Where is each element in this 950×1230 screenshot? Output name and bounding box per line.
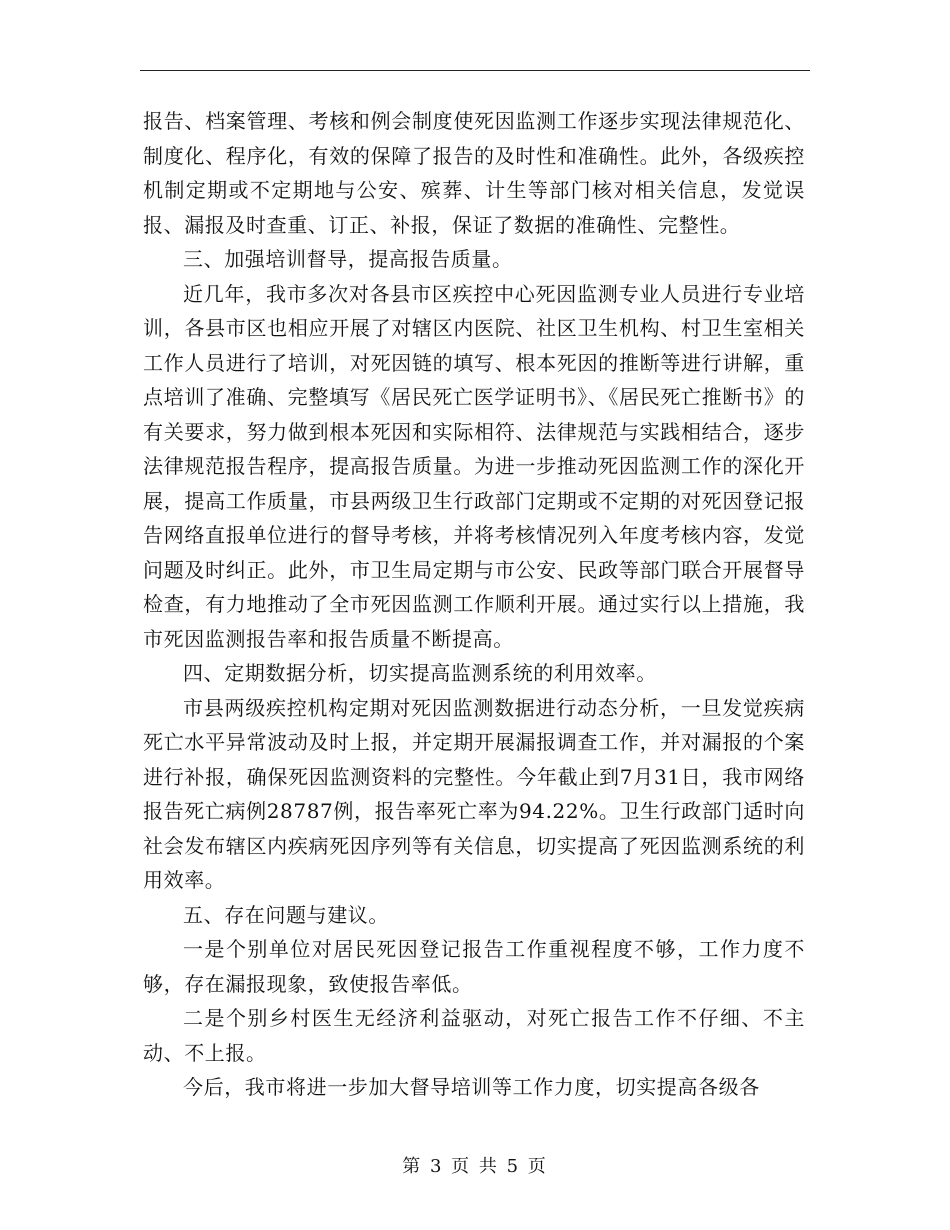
paragraph-training: 近几年，我市多次对各县市区疾控中心死因监测专业人员进行专业培训，各县市区也相应开展了对辖区内医院、社区卫生机构、村卫生室相关工作人员进行了培训，对死因链的填写、根本死因的推断等进行讲解，重点培训了准确、完整填写《居民死亡医学证明书》、《居民死亡推断书》的有关要求，努力做到根本死因和实际相符、法律规范与实践相结合，逐步法律规范报告程序，提高报告质量。为进一步推动死因监测工作的深化开展，提高工作质量，市县两级卫生行政部门定期或不定期的对死因登记报告网络直报单位进行的督导考核，并将考核情况列入年度考核内容，发觉问题及时纠正。此外，市卫生局定期与市公安、民政等部门联合开展督导检查，有力地推动了全市死因监测工作顺利开展。通过实行以上措施，我市死因监测报告率和报告质量不断提高。 [143,281,805,651]
section-heading-4: 四、定期数据分析，切实提高监测系统的利用效率。 [183,661,657,685]
header-rule [140,70,810,71]
section-heading-3: 三、加强培训督导，提高报告质量。 [183,247,513,271]
paragraph-issue-2: 二是个别乡村医生无经济利益驱动，对死亡报告工作不仔细、不主动、不上报。 [143,1006,805,1065]
paragraph-1: 报告、档案管理、考核和例会制度使死因监测工作逐步实现法律规范化、制度化、程序化，有效的保障了报告的及时性和准确性。此外，各级疾控机制定期或不定期地与公安、殡葬、计生等部门核对相关信息，发觉误报、漏报及时查重、订正、补报，保证了数据的准确性、完整性。 [143,109,805,237]
paragraph-analysis: 市县两级疾控机构定期对死因监测数据进行动态分析，一旦发觉疾病死亡水平异常波动及时上报，并定期开展漏报调查工作，并对漏报的个案进行补报，确保死因监测资料的完整性。今年截止到7月31日，我市网络报告死亡病例28787例，报告率死亡率为94.22%。卫生行政部门适时向社会发布辖区内疾病死因序列等有关信息，切实提高了死因监测系统的利用效率。 [143,695,805,892]
document-body [143,104,805,1105]
paragraph-issue-1: 一是个别单位对居民死因登记报告工作重视程度不够，工作力度不够，存在漏报现象，致使报告率低。 [143,937,805,996]
section-heading-5: 五、存在问题与建议。 [183,902,389,927]
page-number: 第 3 页 共 5 页 [402,1156,548,1177]
paragraph-future: 今后，我市将进一步加大督导培训等工作力度，切实提高各级各 [183,1075,760,1099]
